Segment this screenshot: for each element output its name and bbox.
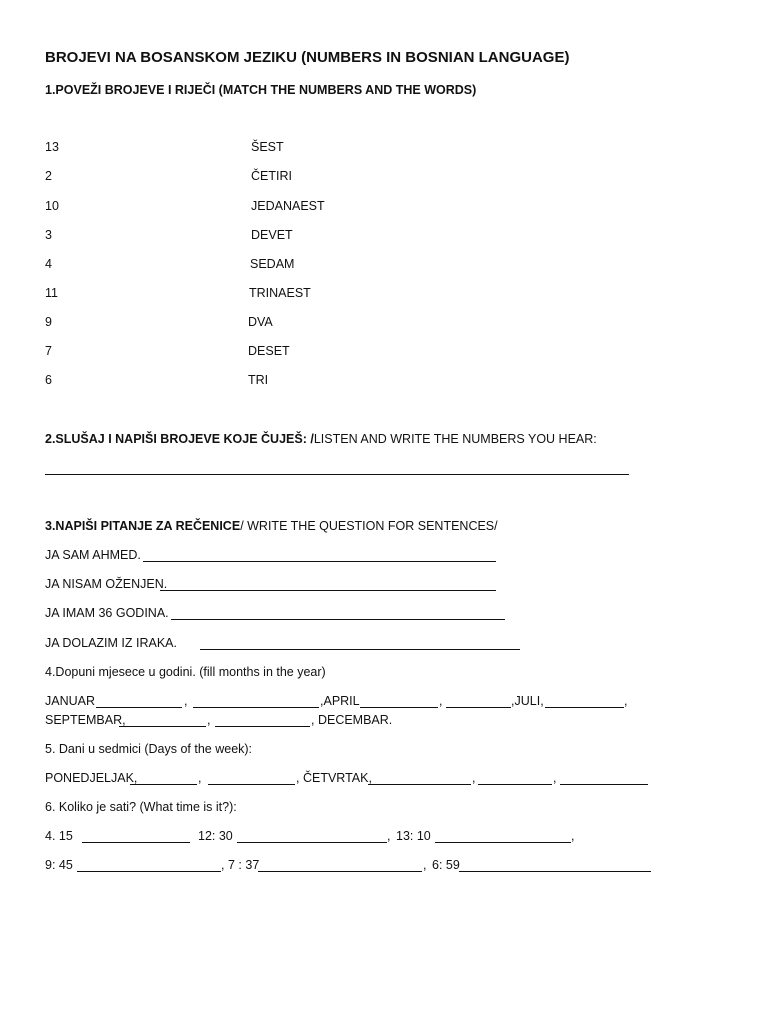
- answer-line[interactable]: [193, 707, 319, 708]
- sentence-item: JA SAM AHMED.: [45, 548, 141, 562]
- time-item: 9: 45: [45, 858, 73, 872]
- month-septembar-group: SEPTEMBAR,: [45, 713, 126, 727]
- section1-heading: 1.POVEŽI BROJEVE I RIJEČI (MATCH THE NUMBERS AND THE WORDS): [45, 83, 477, 97]
- month-decembar: DECEMBAR.: [317, 713, 393, 727]
- answer-line[interactable]: [130, 784, 197, 785]
- answer-line[interactable]: [119, 726, 206, 727]
- number-item: 10: [45, 199, 59, 213]
- answer-line[interactable]: [143, 561, 496, 562]
- number-item: 7: [45, 344, 52, 358]
- answer-line[interactable]: [459, 871, 651, 872]
- comma-separator: ,: [553, 771, 557, 785]
- comma-separator: ,: [624, 694, 628, 708]
- answer-line[interactable]: [96, 707, 182, 708]
- sentence-item: JA IMAM 36 GODINA.: [45, 606, 169, 620]
- day-ponedjeljak: PONEDJELJAK,: [45, 771, 138, 785]
- word-item: SEDAM: [250, 257, 295, 271]
- section2-heading-bold: 2.SLUŠAJ I NAPIŠI BROJEVE KOJE ČUJEŠ: /: [45, 432, 314, 446]
- number-item: 9: [45, 315, 52, 329]
- answer-line[interactable]: [258, 871, 422, 872]
- section4-heading: 4.Dopuni mjesece u godini. (fill months in the year): [45, 665, 326, 679]
- month-juli: JULI: [514, 694, 541, 708]
- answer-line[interactable]: [160, 590, 496, 591]
- sentence-item: JA NISAM OŽENJEN.: [45, 577, 168, 591]
- time-item: 7 : 37: [228, 858, 260, 872]
- time-item: 4. 15: [45, 829, 73, 843]
- month-april: APRIL: [323, 694, 360, 708]
- answer-line[interactable]: [446, 707, 511, 708]
- word-item: JEDANAEST: [251, 199, 325, 213]
- section3-heading-bold: 3.NAPIŠI PITANJE ZA REČENICE: [45, 519, 241, 533]
- comma-separator: ,: [472, 771, 476, 785]
- month-april-group: ,APRIL: [320, 694, 360, 708]
- word-item: DVA: [248, 315, 273, 329]
- word-item: TRI: [248, 373, 269, 387]
- comma-separator: ,: [571, 829, 575, 843]
- number-item: 4: [45, 257, 52, 271]
- month-juli-group: ,JULI,: [511, 694, 544, 708]
- answer-line[interactable]: [545, 707, 624, 708]
- section3-heading-normal: / WRITE THE QUESTION FOR SENTENCES/: [240, 519, 498, 533]
- section3-heading: [45, 518, 498, 534]
- word-item: ŠEST: [251, 140, 284, 154]
- comma-separator: ,: [423, 858, 427, 872]
- number-item: 11: [45, 286, 58, 300]
- word-item: DEVET: [251, 228, 293, 242]
- sentence-item: JA DOLAZIM IZ IRAKA.: [45, 636, 177, 650]
- answer-line[interactable]: [478, 784, 552, 785]
- number-item: 6: [45, 373, 52, 387]
- day-cetvrtak: ČETVRTAK,: [302, 771, 372, 785]
- answer-line[interactable]: [77, 871, 221, 872]
- day-cetvrtak-group: , ČETVRTAK,: [296, 771, 372, 785]
- page-title: BROJEVI NA BOSANSKOM JEZIKU (NUMBERS IN BOSNIAN LANGUAGE): [45, 49, 570, 66]
- month-decembar-group: , DECEMBAR.: [311, 713, 393, 727]
- section2-heading-normal: LISTEN AND WRITE THE NUMBERS YOU HEAR:: [313, 432, 597, 446]
- answer-line[interactable]: [171, 619, 505, 620]
- comma-separator: ,: [207, 713, 211, 727]
- comma-separator: ,: [198, 771, 202, 785]
- word-item: TRINAEST: [249, 286, 311, 300]
- number-item: 13: [45, 140, 59, 154]
- section6-heading: 6. Koliko je sati? (What time is it?):: [45, 800, 237, 814]
- answer-line[interactable]: [82, 842, 190, 843]
- section2-heading: [45, 431, 597, 447]
- comma-separator: ,: [387, 829, 391, 843]
- section5-heading: 5. Dani u sedmici (Days of the week):: [45, 742, 253, 756]
- answer-line[interactable]: [237, 842, 387, 843]
- answer-line[interactable]: [200, 649, 520, 650]
- comma-separator: ,: [184, 694, 188, 708]
- number-item: 3: [45, 228, 52, 242]
- month-septembar: SEPTEMBAR: [45, 713, 123, 727]
- comma-separator: ,: [221, 858, 225, 872]
- word-item: DESET: [248, 344, 290, 358]
- answer-line[interactable]: [45, 474, 629, 475]
- answer-line[interactable]: [360, 707, 438, 708]
- number-item: 2: [45, 169, 52, 183]
- answer-line[interactable]: [560, 784, 648, 785]
- comma-separator: ,: [439, 694, 443, 708]
- time-item: 6: 59: [432, 858, 460, 872]
- month-januar: JANUAR: [45, 694, 96, 708]
- answer-line[interactable]: [368, 784, 471, 785]
- word-item: ČETIRI: [251, 169, 292, 183]
- answer-line[interactable]: [215, 726, 310, 727]
- answer-line[interactable]: [435, 842, 571, 843]
- time-item: 12: 30: [198, 829, 233, 843]
- answer-line[interactable]: [208, 784, 295, 785]
- time-item: 13: 10: [396, 829, 431, 843]
